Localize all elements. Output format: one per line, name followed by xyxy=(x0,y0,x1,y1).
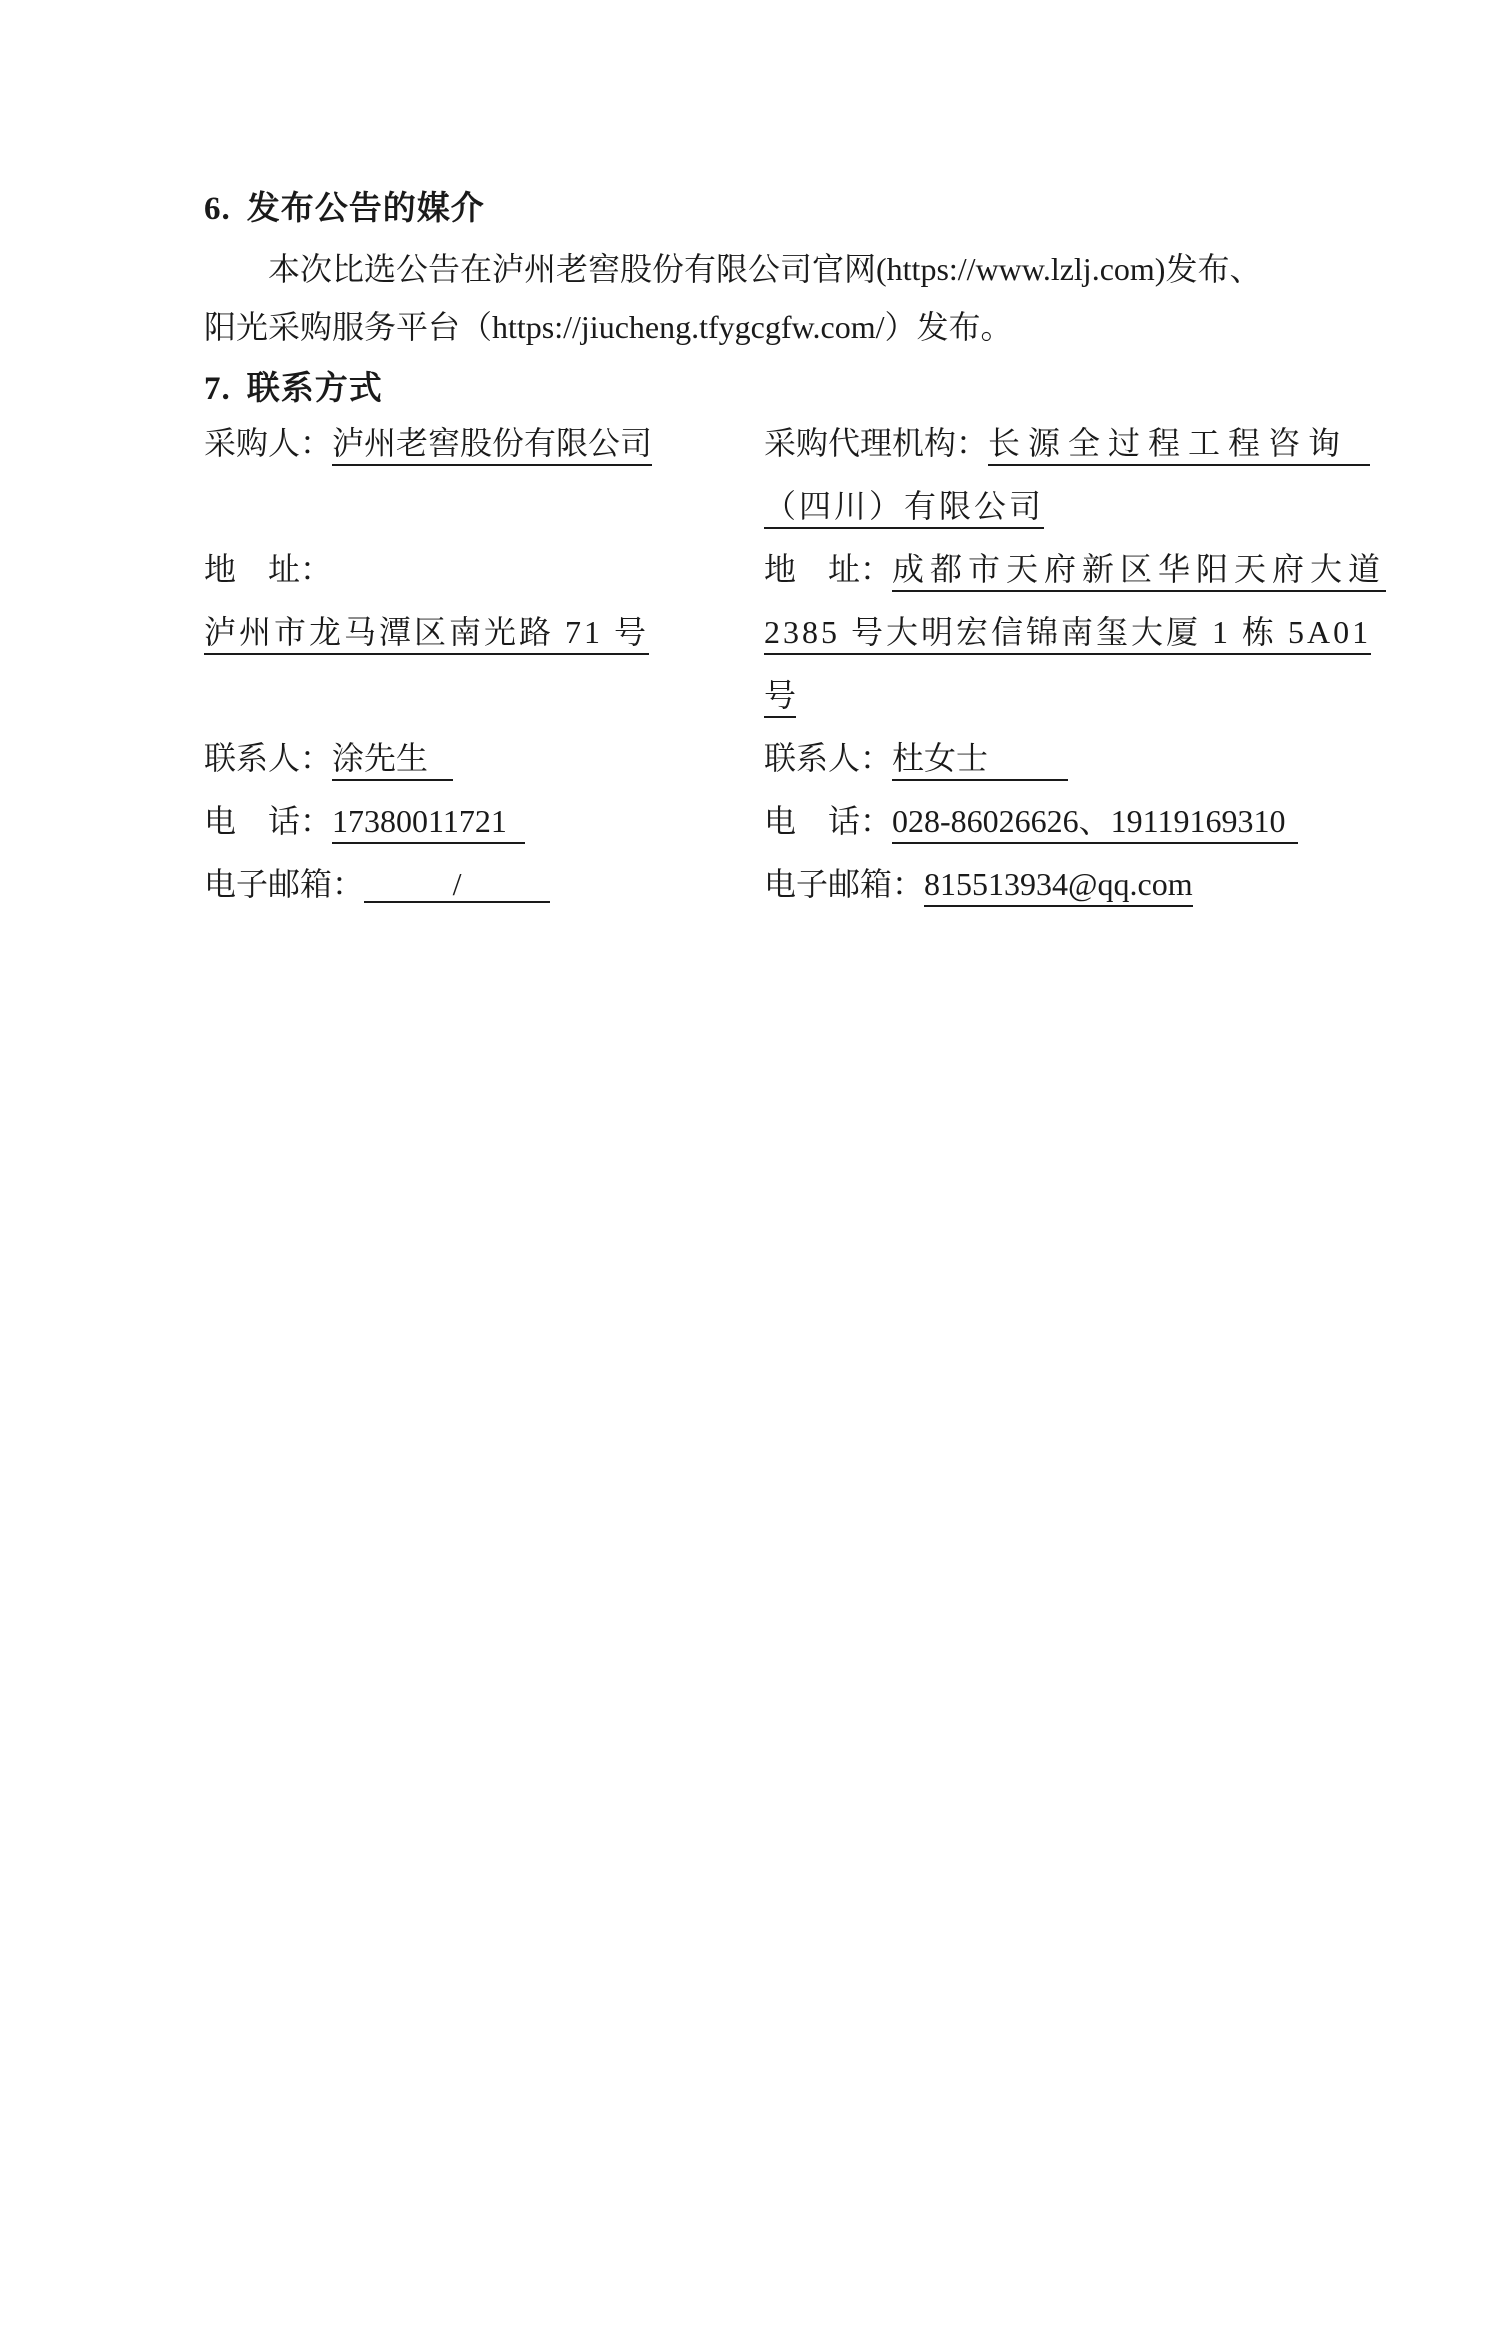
agency-email-label: 电子邮箱： xyxy=(764,866,925,902)
purchaser-contact-field xyxy=(204,727,764,790)
section-6-number: 6. xyxy=(204,191,231,227)
announcement-line-2: 阳光采购服务平台（https://jiucheng.tfygcgfw.com/）发布。 xyxy=(204,309,1013,345)
purchaser-name-value: 泸州老窖股份有限公司 xyxy=(332,425,652,466)
agency-phone-label: 电 话： xyxy=(764,803,893,839)
purchaser-contact-label: 联系人： xyxy=(204,740,333,776)
agency-name-field xyxy=(764,412,1394,538)
agency-name-label: 采购代理机构： xyxy=(764,425,989,461)
announcement-line-1: 本次比选公告在泸州老窖股份有限公司官网(https://www.lzlj.com)发布、 xyxy=(268,251,1262,287)
agency-contact-value: 杜女士 xyxy=(892,740,1068,781)
purchaser-address-field xyxy=(204,538,764,727)
purchaser-contact-value: 涂先生 xyxy=(332,740,453,781)
agency-email-value: 815513934@qq.com xyxy=(924,866,1193,907)
purchaser-email-label: 电子邮箱： xyxy=(204,866,365,902)
agency-address-value-line-1: 成都市天府新区华阳天府大道 xyxy=(892,551,1386,592)
agency-email-field xyxy=(764,853,1394,916)
purchaser-phone-field xyxy=(204,790,764,853)
purchaser-name-field xyxy=(204,412,764,538)
section-7-heading xyxy=(204,368,1394,410)
agency-name-value-line-1: 长源全过程工程咨询 xyxy=(988,425,1370,466)
agency-address-wrap-1 xyxy=(764,601,1394,664)
section-7-title: 联系方式 xyxy=(246,371,383,407)
purchaser-phone-label: 电 话： xyxy=(204,803,333,839)
agency-phone-field xyxy=(764,790,1394,853)
contact-table xyxy=(204,412,1394,916)
agency-address-label: 地 址： xyxy=(764,551,893,587)
agency-contact-label: 联系人： xyxy=(764,740,893,776)
purchaser-name-label: 采购人： xyxy=(204,425,333,461)
agency-address-field xyxy=(764,538,1394,727)
document-content xyxy=(204,0,1394,916)
purchaser-email-blank: / xyxy=(364,867,550,903)
agency-address-wrap-2 xyxy=(764,664,1394,727)
section-6-title: 发布公告的媒介 xyxy=(246,191,485,227)
agency-phone-value: 028-86026626、19119169310 xyxy=(892,803,1297,844)
agency-name-wrap xyxy=(764,475,1394,538)
agency-contact-field xyxy=(764,727,1394,790)
purchaser-address-value: 泸州市龙马潭区南光路 71 号 xyxy=(204,614,649,655)
announcement-paragraph xyxy=(204,240,1394,356)
section-6-heading xyxy=(204,188,1394,230)
purchaser-email-field xyxy=(204,853,764,916)
section-7-number: 7. xyxy=(204,371,231,407)
agency-name-value-line-2: （四川）有限公司 xyxy=(764,488,1044,529)
purchaser-phone-value: 17380011721 xyxy=(332,803,525,844)
agency-address-value-line-3: 号 xyxy=(764,677,796,718)
agency-address-value-line-2: 2385 号大明宏信锦南玺大厦 1 栋 5A01 xyxy=(764,614,1371,655)
purchaser-address-label: 地 址： xyxy=(204,551,333,587)
